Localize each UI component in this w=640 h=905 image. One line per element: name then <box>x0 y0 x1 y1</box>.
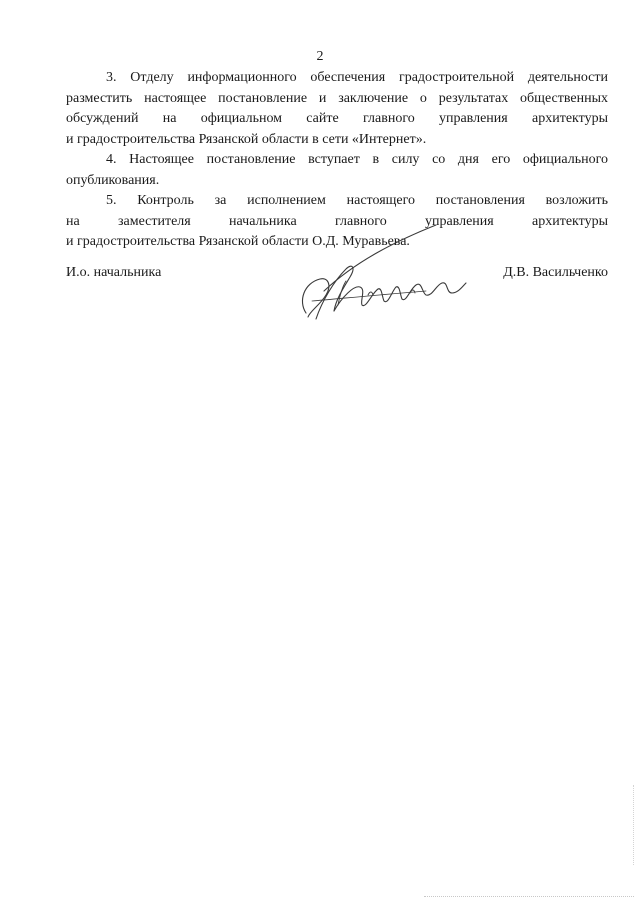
paragraph-line: и градостроительства Рязанской области О.Д. Муравьева. <box>66 234 410 249</box>
paragraph-line: на заместителя начальника главного управления архитектуры <box>66 213 608 229</box>
handwritten-signature <box>276 221 476 331</box>
paragraph-line: опубликования. <box>66 172 160 188</box>
paragraph-line: обсуждений на официальном сайте главного управления архитектуры <box>66 111 608 126</box>
signatory-title: И.о. начальника <box>66 265 162 280</box>
scan-artifact <box>424 896 634 899</box>
page-number: 2 <box>316 49 324 64</box>
signature-block <box>66 265 608 325</box>
signatory-name: Д.В. Васильченко <box>503 265 608 280</box>
paragraph-4 <box>66 150 608 191</box>
paragraph-3 <box>66 68 608 150</box>
paragraph-line: и градостроительства Рязанской области в сети «Интернет». <box>66 131 427 147</box>
paragraph-line: разместить настоящее постановление и заключение о результатах общественных <box>66 90 608 106</box>
scan-artifact <box>633 785 636 865</box>
paragraph-line: 4. Настоящее постановление вступает в силу со дня его официального <box>106 152 608 167</box>
paragraph-line: 5. Контроль за исполнением настоящего постановления возложить <box>106 193 608 208</box>
paragraph-line: 3. Отделу информационного обеспечения градостроительной деятельности <box>106 70 608 85</box>
